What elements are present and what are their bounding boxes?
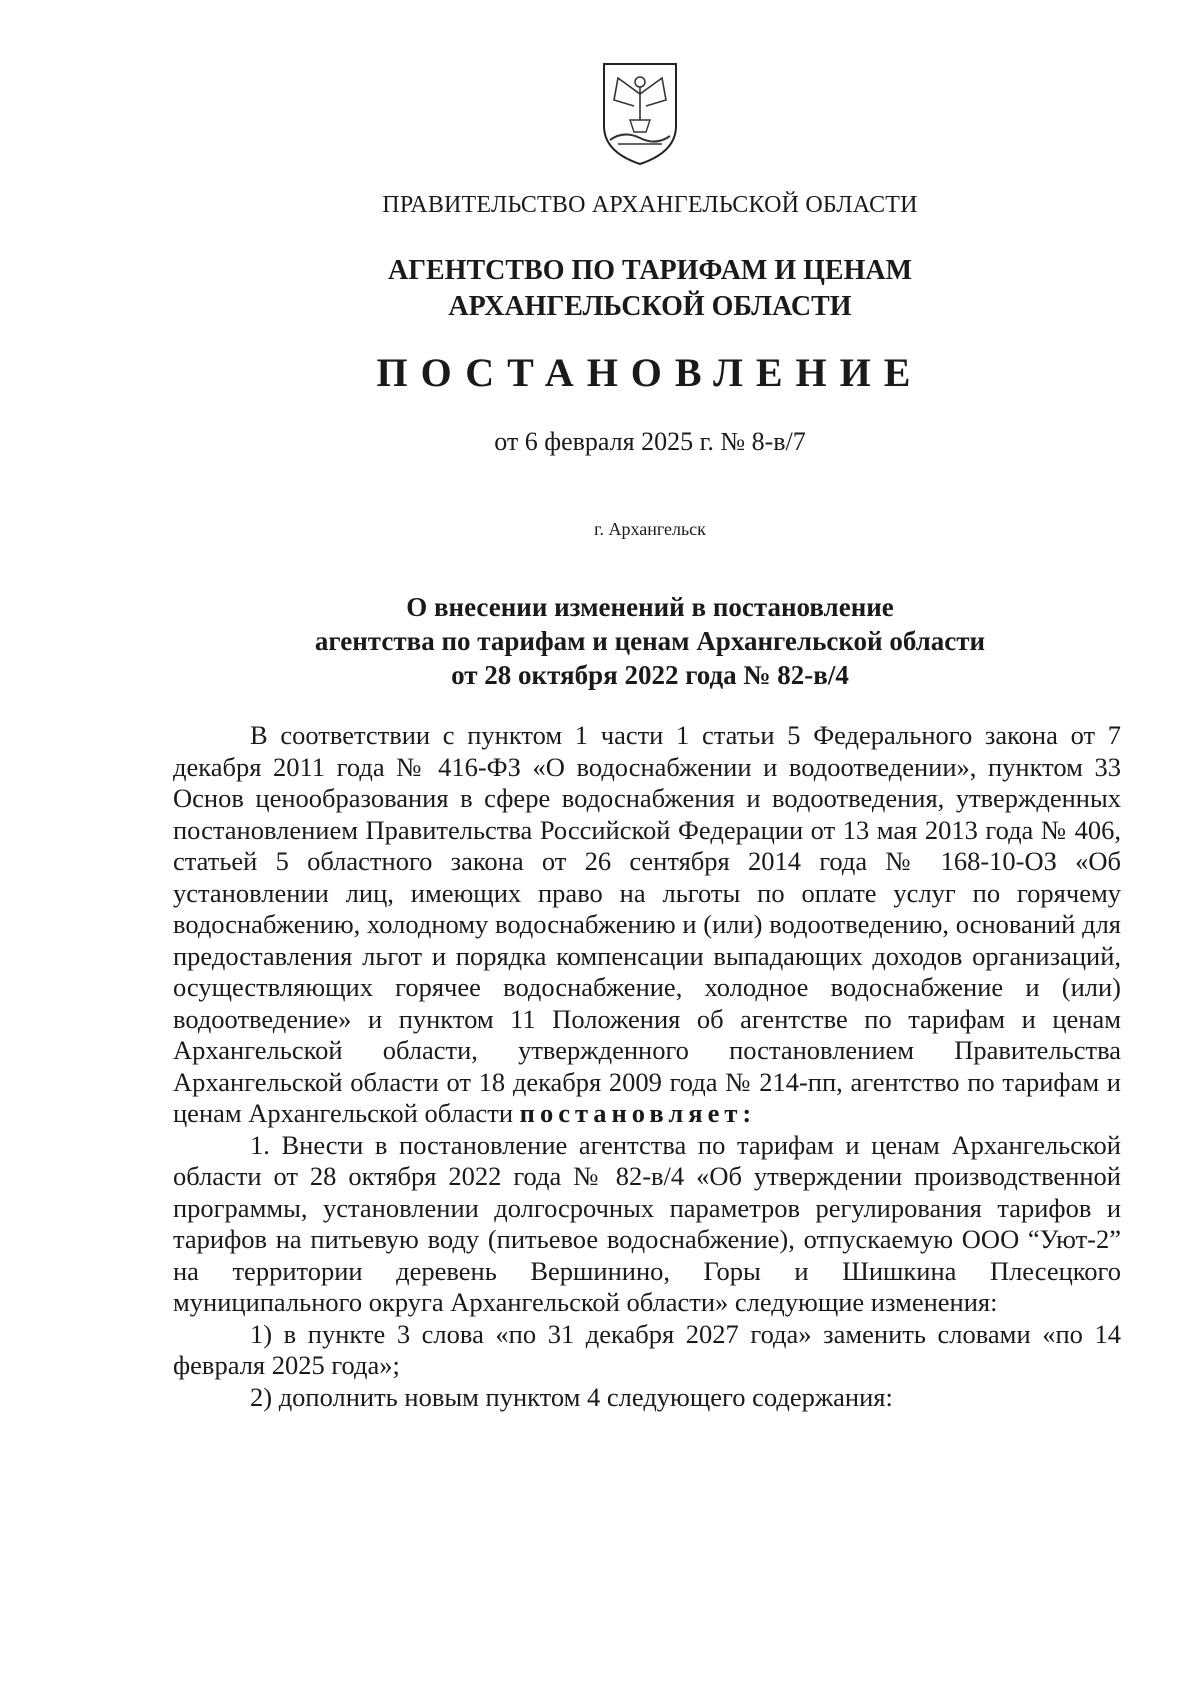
preamble-paragraph <box>173 720 1121 1130</box>
document-subject <box>0 590 1200 692</box>
agency-title <box>0 253 1200 325</box>
subitem-1-paragraph: 1) в пункте 3 слова «по 31 декабря 2027 года» заменить словами «по 14 февраля 2025 года»; <box>173 1318 1121 1380</box>
agency-title-line-1: АГЕНТСТВО ПО ТАРИФАМ И ЦЕНАМ <box>387 255 913 286</box>
agency-title-line-2: АРХАНГЕЛЬСКОЙ ОБЛАСТИ <box>448 291 852 322</box>
government-title: ПРАВИТЕЛЬСТВО АРХАНГЕЛЬСКОЙ ОБЛАСТИ <box>382 192 918 218</box>
subject-line-3: от 28 октября 2022 года № 82-в/4 <box>451 660 849 690</box>
item-1-paragraph: 1. Внести в постановление агентства по тарифам и ценам Архангельской области от 28 октября 2022 года № 82-в/4 «Об утверждении производственной программы, установлении долгосрочных параметров регулирования тарифов и тарифов на питьевую воду (питьевое водоснабжение), отпускаемую ООО “Уют-2” на территории деревень Вершинино, Горы и Шишкина Плесецкого муниципального округа Архангельской области» следующие изменения: <box>173 1129 1121 1317</box>
subitem-2-paragraph: 2) дополнить новым пунктом 4 следующего содержания: <box>250 1381 893 1412</box>
coat-of-arms-emblem <box>600 60 680 166</box>
subject-line-2: агентства по тарифам и ценам Архангельской области <box>314 626 986 656</box>
city-line: г. Архангельск <box>594 519 706 539</box>
resolves-word: постановляет: <box>519 1098 757 1128</box>
subject-line-1: О внесении изменений в постановление <box>406 592 894 622</box>
document-type-heading: ПОСТАНОВЛЕНИЕ <box>376 350 924 395</box>
document-body <box>173 720 1121 1413</box>
date-and-number: от 6 февраля 2025 г. № 8-в/7 <box>494 427 806 456</box>
preamble-text: В соответствии с пунктом 1 части 1 статьи 5 Федерального закона от 7 декабря 2011 года № 416-ФЗ «О водоснабжении и водоотведении», пунктом 33 Основ ценообразования в сфере водоснабжения и водоотведения, утвержденных постановлением Правительства Российской Федерации от 13 мая 2013 года № 406, статьей 5 областного закона от 26 сентября 2014 года № 168-10-ОЗ «Об установлении лиц, имеющих право на льготы по оплате услуг по горячему водоснабжению, холодному водоснабжению и (или) водоотведению, оснований для предоставления льгот и порядка компенсации выпадающих доходов организаций, осуществляющих горячее водоснабжение, холодное водоснабжение и (или) водоотведение» и пунктом 11 Положения об агентстве по тарифам и ценам Архангельской области, утвержденного постановлением Правительства Архангельской области от 18 декабря 2009 года № 214-пп, агентство по тарифам и ценам Архангельской области <box>173 720 1121 1128</box>
